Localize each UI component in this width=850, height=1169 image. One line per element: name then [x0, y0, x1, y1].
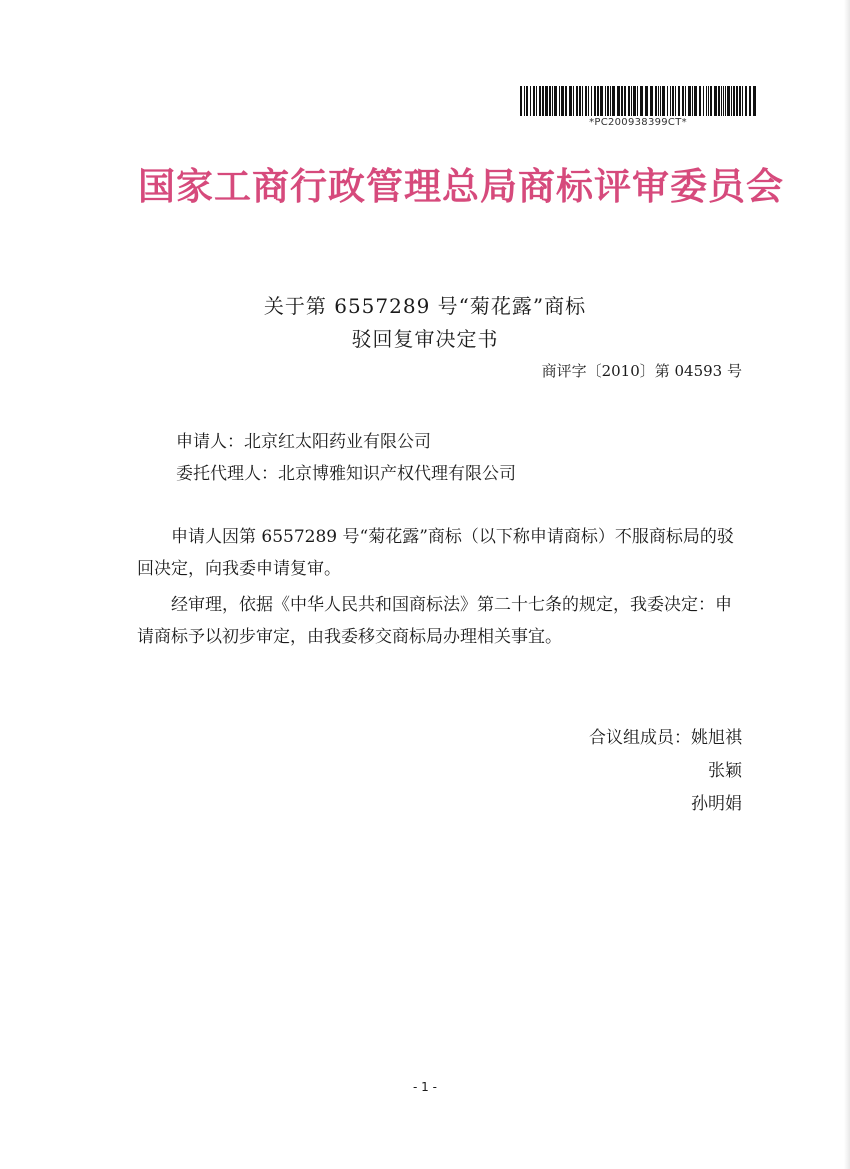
panel-member-3: 孙明娟 [691, 794, 742, 814]
document-title-line-2: 驳回复审决定书 [351, 327, 499, 351]
barcode-block [520, 86, 756, 128]
paragraph-2-text: 经审理，依据《中华人民共和国商标法》第二十七条的规定，我委决定：申请商标予以初步审定，由我委移交商标局办理相关事宜。 [137, 595, 732, 647]
paragraph-1-text: 申请人因第 6557289 号“菊花露”商标（以下称申请商标）不服商标局的驳回决定，向我委申请复审。 [137, 527, 734, 579]
panel-member-1: 合议组成员：姚旭祺 [589, 728, 742, 748]
agent-line: 委托代理人：北京博雅知识产权代理有限公司 [176, 464, 516, 484]
panel-member-2: 张颖 [708, 761, 742, 781]
document-number: 商评字〔2010〕第 04593 号 [541, 362, 742, 380]
barcode-icon [520, 86, 756, 116]
scan-edge-shadow [844, 0, 850, 1169]
barcode-text: *PC200938399CT* [589, 117, 687, 128]
applicant-line: 申请人：北京红太阳药业有限公司 [176, 432, 431, 452]
page-number: - 1 - [413, 1080, 437, 1094]
organization-header: 国家工商行政管理总局商标评审委员会 [138, 165, 784, 208]
document-title-line-1: 关于第 6557289 号“菊花露”商标 [263, 294, 587, 318]
body-paragraph-2 [137, 589, 742, 653]
body-paragraph-1 [137, 521, 742, 585]
